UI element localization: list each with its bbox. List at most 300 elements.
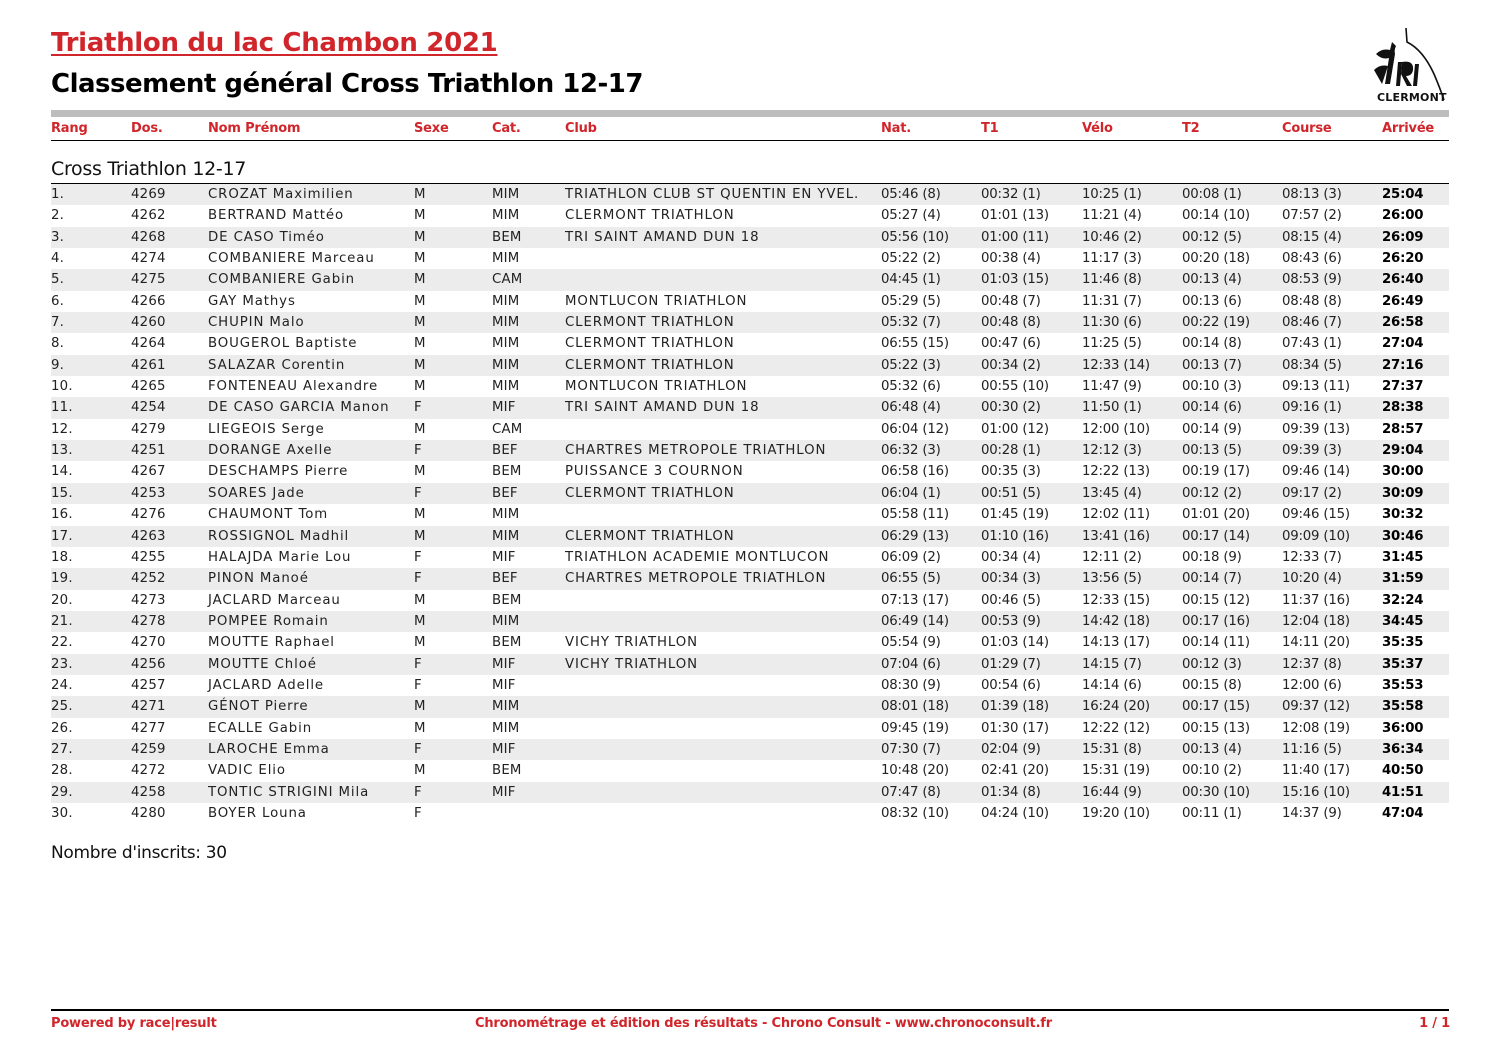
cell-dos: 4252 [131,571,166,587]
footer-credits: Chronométrage et édition des résultats - Chrono Consult - www.chronoconsult.fr [475,1016,1052,1031]
cell-nat: 06:55 (5) [881,571,941,587]
cell-club: TRIATHLON CLUB ST QUENTIN EN YVEL. [565,187,860,202]
cell-velo: 11:30 (6) [1082,315,1142,331]
cell-t1: 00:32 (1) [981,187,1041,202]
cell-t2: 00:08 (1) [1182,187,1242,202]
cell-club: CLERMONT TRIATHLON [565,485,735,501]
cell-club: MONTLUCON TRIATHLON [565,379,748,395]
cell-nat: 05:46 (8) [881,187,941,202]
cell-t1: 04:24 (10) [981,805,1049,821]
cell-arrivee: 28:57 [1382,421,1424,437]
participant-count: Nombre d'inscrits: 30 [51,843,227,863]
cell-course: 09:39 (3) [1282,443,1342,459]
cell-dos: 4276 [131,507,166,523]
cell-nat: 07:47 (8) [881,784,941,800]
cell-dos: 4280 [131,805,166,821]
cell-velo: 12:11 (2) [1082,549,1142,565]
cell-velo: 12:33 (14) [1082,357,1150,373]
cell-velo: 13:56 (5) [1082,571,1142,587]
cell-velo: 11:21 (4) [1082,208,1142,224]
cell-velo: 10:46 (2) [1082,229,1142,245]
cell-t2: 00:15 (13) [1182,720,1250,736]
table-row [51,803,1449,824]
footer-page-number: 1 / 1 [1419,1016,1450,1031]
cell-nom: MOUTTE Raphael [208,635,335,651]
table-row [51,397,1449,418]
cell-rang: 6. [51,293,65,309]
cell-t2: 00:12 (2) [1182,485,1242,501]
cell-dos: 4258 [131,784,166,800]
cell-rang: 10. [51,379,73,395]
cell-arrivee: 31:45 [1382,549,1424,565]
cell-cat: BEM [492,635,522,651]
cell-sexe: M [414,592,426,608]
cell-arrivee: 30:00 [1382,464,1424,480]
cell-course: 10:20 (4) [1282,571,1342,587]
table-row [51,654,1449,675]
cell-nom: CHAUMONT Tom [208,507,329,523]
cell-nat: 09:45 (19) [881,720,949,736]
cell-dos: 4268 [131,229,166,245]
cell-nom: ROSSIGNOL Madhil [208,528,350,544]
cell-velo: 12:33 (15) [1082,592,1150,608]
cell-sexe: F [414,549,422,565]
cell-nom: GAY Mathys [208,293,296,309]
cell-nat: 07:04 (6) [881,656,941,672]
cell-dos: 4275 [131,272,166,288]
cell-nom: BOUGEROL Baptiste [208,336,358,352]
cell-velo: 14:14 (6) [1082,677,1142,693]
results-table [51,183,1449,824]
cell-t2: 00:17 (14) [1182,528,1250,544]
table-row [51,355,1449,376]
cell-course: 09:16 (1) [1282,400,1342,416]
cell-arrivee: 26:00 [1382,208,1424,224]
col-header-nat: Nat. [881,121,912,136]
cell-cat: MIM [492,357,520,373]
cell-sexe: M [414,315,426,331]
cell-velo: 11:46 (8) [1082,272,1142,288]
cell-sexe: F [414,400,422,416]
cell-t2: 00:20 (18) [1182,251,1250,267]
col-header-cat: Cat. [492,121,521,136]
cell-t1: 00:51 (5) [981,485,1041,501]
cell-dos: 4259 [131,741,166,757]
cell-nat: 05:58 (11) [881,507,949,523]
cell-cat: BEM [492,229,522,245]
cell-club: TRI SAINT AMAND DUN 18 [565,400,760,416]
cell-nom: HALAJDA Marie Lou [208,549,352,565]
cell-cat: MIM [492,720,520,736]
cell-nom: PINON Manoé [208,571,309,587]
cell-t1: 00:30 (2) [981,400,1041,416]
cell-velo: 11:17 (3) [1082,251,1142,267]
cell-velo: 15:31 (19) [1082,763,1150,779]
cell-course: 14:37 (9) [1282,805,1342,821]
cell-sexe: F [414,805,422,821]
cell-cat: MIM [492,315,520,331]
cell-rang: 16. [51,507,73,523]
col-header-velo: Vélo [1082,121,1113,136]
cell-cat: CAM [492,272,523,288]
cell-cat: BEM [492,464,522,480]
cell-nom: VADIC Elio [208,763,286,779]
cell-club: CLERMONT TRIATHLON [565,315,735,331]
cell-cat: MIF [492,784,516,800]
cell-course: 08:53 (9) [1282,272,1342,288]
col-header-club: Club [565,121,597,136]
cell-sexe: F [414,656,422,672]
cell-rang: 11. [51,400,73,416]
cell-dos: 4260 [131,315,166,331]
cell-club: VICHY TRIATHLON [565,656,698,672]
cell-t2: 00:12 (3) [1182,656,1242,672]
cell-course: 08:13 (3) [1282,187,1342,202]
table-row [51,291,1449,312]
cell-nat: 06:09 (2) [881,549,941,565]
cell-arrivee: 36:34 [1382,741,1424,757]
cell-t1: 01:30 (17) [981,720,1049,736]
cell-dos: 4279 [131,421,166,437]
cell-dos: 4274 [131,251,166,267]
cell-nat: 06:58 (16) [881,464,949,480]
table-header [51,117,1449,141]
cell-nom: COMBANIERE Gabin [208,272,355,288]
table-row [51,568,1449,589]
cell-cat: MIM [492,379,520,395]
cell-club: CHARTRES METROPOLE TRIATHLON [565,571,827,587]
cell-nat: 06:29 (13) [881,528,949,544]
cell-course: 08:48 (8) [1282,293,1342,309]
cell-t1: 00:46 (5) [981,592,1041,608]
cell-nat: 10:48 (20) [881,763,949,779]
cell-club: TRI SAINT AMAND DUN 18 [565,229,760,245]
cell-arrivee: 30:32 [1382,507,1424,523]
cell-sexe: M [414,528,426,544]
cell-nat: 05:29 (5) [881,293,941,309]
cell-nom: DESCHAMPS Pierre [208,464,349,480]
cell-cat: MIM [492,699,520,715]
cell-sexe: M [414,464,426,480]
cell-cat: MIM [492,336,520,352]
cell-cat: MIM [492,251,520,267]
table-row [51,632,1449,653]
cell-sexe: M [414,208,426,224]
table-row [51,547,1449,568]
cell-rang: 3. [51,229,65,245]
cell-t2: 01:01 (20) [1182,507,1250,523]
cell-nom: LAROCHE Emma [208,741,330,757]
cell-rang: 29. [51,784,73,800]
cell-dos: 4253 [131,485,166,501]
col-header-t1: T1 [981,121,999,136]
cell-velo: 14:15 (7) [1082,656,1142,672]
cell-t2: 00:17 (16) [1182,613,1250,629]
cell-nat: 06:04 (12) [881,421,949,437]
cell-dos: 4273 [131,592,166,608]
cell-sexe: M [414,229,426,245]
cell-sexe: M [414,421,426,437]
table-row [51,205,1449,226]
cell-cat: MIM [492,528,520,544]
table-row [51,269,1449,290]
cell-course: 12:08 (19) [1282,720,1350,736]
cell-nom: POMPEE Romain [208,613,329,629]
cell-t2: 00:14 (7) [1182,571,1242,587]
table-row [51,419,1449,440]
cell-t2: 00:11 (1) [1182,805,1242,821]
cell-rang: 5. [51,272,65,288]
cell-dos: 4267 [131,464,166,480]
cell-nat: 08:01 (18) [881,699,949,715]
cell-t2: 00:15 (12) [1182,592,1250,608]
cell-nat: 05:56 (10) [881,229,949,245]
cell-course: 12:33 (7) [1282,549,1342,565]
cell-velo: 11:47 (9) [1082,379,1142,395]
cell-club: CLERMONT TRIATHLON [565,357,735,373]
cell-cat: MIM [492,613,520,629]
cell-nat: 05:27 (4) [881,208,941,224]
cell-course: 12:04 (18) [1282,613,1350,629]
cell-rang: 20. [51,592,73,608]
cell-sexe: M [414,357,426,373]
cell-t1: 01:03 (14) [981,635,1049,651]
cell-sexe: F [414,677,422,693]
cell-nat: 07:13 (17) [881,592,949,608]
cell-arrivee: 28:38 [1382,400,1424,416]
cell-arrivee: 32:24 [1382,592,1424,608]
cell-t1: 01:03 (15) [981,272,1049,288]
cell-nom: TONTIC STRIGINI Mila [208,784,370,800]
cell-sexe: M [414,507,426,523]
cell-course: 12:00 (6) [1282,677,1342,693]
cell-nom: MOUTTE Chloé [208,656,317,672]
cell-sexe: M [414,379,426,395]
cell-t1: 00:34 (4) [981,549,1041,565]
cell-velo: 11:25 (5) [1082,336,1142,352]
cell-t2: 00:13 (6) [1182,293,1242,309]
cell-course: 09:17 (2) [1282,485,1342,501]
table-row [51,312,1449,333]
cell-course: 11:40 (17) [1282,763,1350,779]
cell-sexe: M [414,293,426,309]
cell-arrivee: 35:35 [1382,635,1424,651]
cell-course: 11:37 (16) [1282,592,1350,608]
cell-t2: 00:30 (10) [1182,784,1250,800]
cell-course: 09:46 (14) [1282,464,1350,480]
cell-velo: 12:22 (12) [1082,720,1150,736]
cell-rang: 8. [51,336,65,352]
cell-sexe: F [414,571,422,587]
cell-nat: 07:30 (7) [881,741,941,757]
table-row [51,483,1449,504]
cell-t1: 02:04 (9) [981,741,1041,757]
tri-clermont-logo-icon [1368,24,1452,106]
cell-nat: 05:54 (9) [881,635,941,651]
cell-dos: 4257 [131,677,166,693]
cell-arrivee: 31:59 [1382,571,1424,587]
cell-t2: 00:17 (15) [1182,699,1250,715]
cell-club: CLERMONT TRIATHLON [565,336,735,352]
cell-t2: 00:14 (11) [1182,635,1250,651]
cell-t1: 00:48 (7) [981,293,1041,309]
cell-club: MONTLUCON TRIATHLON [565,293,748,309]
header-divider-bar [51,110,1449,117]
col-header-course: Course [1282,121,1332,136]
cell-arrivee: 26:09 [1382,229,1424,245]
cell-t2: 00:18 (9) [1182,549,1242,565]
cell-cat: BEF [492,485,518,501]
cell-nat: 06:55 (15) [881,336,949,352]
col-header-sexe: Sexe [414,121,449,136]
cell-rang: 28. [51,763,73,779]
cell-nat: 04:45 (1) [881,272,941,288]
cell-rang: 17. [51,528,73,544]
cell-course: 08:34 (5) [1282,357,1342,373]
cell-sexe: M [414,613,426,629]
cell-nom: LIEGEOIS Serge [208,421,325,437]
cell-t1: 01:10 (16) [981,528,1049,544]
svg-text:CLERMONT: CLERMONT [1377,91,1447,104]
cell-nom: JACLARD Marceau [208,592,341,608]
cell-nom: DORANGE Axelle [208,443,333,459]
cell-rang: 9. [51,357,65,373]
cell-nom: CHUPIN Malo [208,315,305,331]
cell-rang: 2. [51,208,65,224]
cell-arrivee: 26:49 [1382,293,1424,309]
cell-nom: DE CASO GARCIA Manon [208,400,390,416]
cell-arrivee: 30:09 [1382,485,1424,501]
cell-velo: 11:50 (1) [1082,400,1142,416]
cell-dos: 4265 [131,379,166,395]
cell-nat: 08:32 (10) [881,805,949,821]
cell-dos: 4264 [131,336,166,352]
cell-nom: JACLARD Adelle [208,677,325,693]
cell-dos: 4278 [131,613,166,629]
cell-sexe: F [414,784,422,800]
ranking-title: Classement général Cross Triathlon 12-17 [51,69,643,99]
cell-course: 07:57 (2) [1282,208,1342,224]
cell-velo: 14:13 (17) [1082,635,1150,651]
footer-divider [51,1009,1449,1011]
cell-t1: 02:41 (20) [981,763,1049,779]
cell-nat: 06:32 (3) [881,443,941,459]
cell-t1: 01:34 (8) [981,784,1041,800]
cell-cat: MIM [492,208,520,224]
cell-t1: 01:29 (7) [981,656,1041,672]
cell-t1: 01:45 (19) [981,507,1049,523]
cell-nat: 06:49 (14) [881,613,949,629]
cell-sexe: M [414,272,426,288]
cell-course: 07:43 (1) [1282,336,1342,352]
cell-t1: 00:54 (6) [981,677,1041,693]
cell-dos: 4261 [131,357,166,373]
cell-nom: FONTENEAU Alexandre [208,379,379,395]
cell-rang: 4. [51,251,65,267]
cell-course: 09:37 (12) [1282,699,1350,715]
cell-arrivee: 40:50 [1382,763,1424,779]
cell-arrivee: 36:00 [1382,720,1424,736]
cell-t2: 00:14 (6) [1182,400,1242,416]
table-row [51,440,1449,461]
cell-nat: 05:32 (7) [881,315,941,331]
cell-nat: 06:04 (1) [881,485,941,501]
cell-arrivee: 35:37 [1382,656,1424,672]
cell-cat: MIF [492,400,516,416]
cell-rang: 30. [51,805,73,821]
cell-velo: 12:12 (3) [1082,443,1142,459]
cell-velo: 13:45 (4) [1082,485,1142,501]
cell-velo: 11:31 (7) [1082,293,1142,309]
cell-t2: 00:13 (5) [1182,443,1242,459]
cell-course: 15:16 (10) [1282,784,1350,800]
cell-nom: SALAZAR Corentin [208,357,346,373]
table-row [51,782,1449,803]
cell-sexe: M [414,720,426,736]
table-row [51,590,1449,611]
cell-arrivee: 30:46 [1382,528,1424,544]
cell-sexe: M [414,336,426,352]
cell-nom: BOYER Louna [208,805,307,821]
cell-sexe: F [414,485,422,501]
cell-velo: 16:24 (20) [1082,699,1150,715]
cell-cat: MIM [492,293,520,309]
cell-nom: GÉNOT Pierre [208,699,309,715]
cell-cat: CAM [492,421,523,437]
cell-sexe: M [414,763,426,779]
cell-t2: 00:15 (8) [1182,677,1242,693]
cell-nom: COMBANIERE Marceau [208,251,375,267]
cell-arrivee: 25:04 [1382,187,1424,202]
table-row [51,333,1449,354]
cell-sexe: M [414,635,426,651]
cell-club: CLERMONT TRIATHLON [565,528,735,544]
cell-velo: 13:41 (16) [1082,528,1150,544]
table-row [51,739,1449,760]
cell-arrivee: 47:04 [1382,805,1424,821]
cell-t1: 00:35 (3) [981,464,1041,480]
cell-club: TRIATHLON ACADEMIE MONTLUCON [565,549,830,565]
cell-velo: 16:44 (9) [1082,784,1142,800]
cell-dos: 4251 [131,443,166,459]
table-row [51,675,1449,696]
cell-dos: 4262 [131,208,166,224]
cell-t2: 00:13 (7) [1182,357,1242,373]
cell-dos: 4263 [131,528,166,544]
cell-t1: 01:39 (18) [981,699,1049,715]
cell-dos: 4254 [131,400,166,416]
table-row [51,504,1449,525]
cell-dos: 4271 [131,699,166,715]
results-rows [51,184,1449,824]
cell-t2: 00:14 (8) [1182,336,1242,352]
cell-nom: CROZAT Maximilien [208,187,354,202]
col-header-rang: Rang [51,121,88,136]
cell-velo: 15:31 (8) [1082,741,1142,757]
cell-course: 11:16 (5) [1282,741,1342,757]
cell-t1: 00:48 (8) [981,315,1041,331]
cell-arrivee: 29:04 [1382,443,1424,459]
cell-t1: 01:00 (12) [981,421,1049,437]
table-row [51,248,1449,269]
cell-t2: 00:22 (19) [1182,315,1250,331]
section-title: Cross Triathlon 12-17 [51,158,247,180]
cell-dos: 4256 [131,656,166,672]
cell-t2: 00:10 (3) [1182,379,1242,395]
cell-rang: 14. [51,464,73,480]
cell-club: CLERMONT TRIATHLON [565,208,735,224]
cell-t1: 00:55 (10) [981,379,1049,395]
